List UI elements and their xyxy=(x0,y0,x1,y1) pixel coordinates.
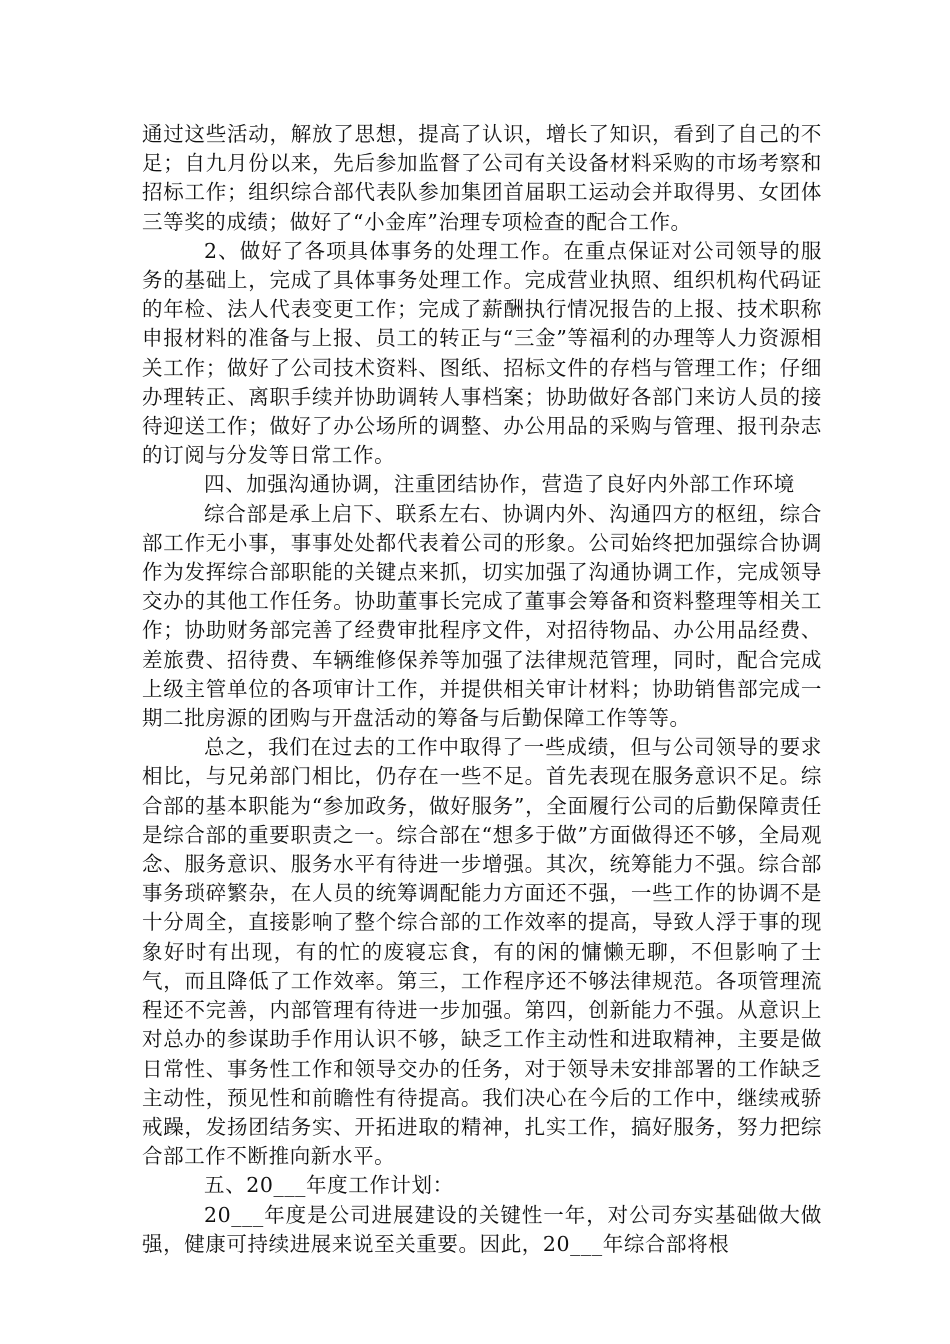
document-body xyxy=(142,120,822,1259)
paragraph: 总之，我们在过去的工作中取得了一些成绩，但与公司领导的要求相比，与兄弟部门相比，仍存在一些不足。首先表现在服务意识不足。综合部的基本职能为“参加政务，做好服务”，全面履行公司的后勤保障责任是综合部的重要职责之一。综合部在“想多于做”方面做得还不够，全局观念、服务意识、服务水平有待进一步增强。其次，统筹能力不强。综合部事务琐碎繁杂，在人员的统筹调配能力方面还不强，一些工作的协调不是十分周全，直接影响了整个综合部的工作效率的提高，导致人浮于事的现象好时有出现，有的忙的废寝忘食，有的闲的慵懒无聊，不但影响了士气，而且降低了工作效率。第三，工作程序还不够法律规范。各项管理流程还不完善，内部管理有待进一步加强。第四，创新能力不强。从意识上对总办的参谋助手作用认识不够，缺乏工作主动性和进取精神，主要是做日常性、事务性工作和领导交办的任务，对于领导未安排部署的工作缺乏主动性，预见性和前瞻性有待提高。我们决心在今后的工作中，继续戒骄戒躁，发扬团结务实、开拓进取的精神，扎实工作，搞好服务，努力把综合部工作不断推向新水平。 xyxy=(142,735,822,1169)
paragraph: 20___年度是公司进展建设的关键性一年，对公司夯实基础做大做强，健康可持续进展来说至关重要。因此，20___年综合部将根 xyxy=(142,1202,822,1256)
section-heading: 五、20___年度工作计划： xyxy=(204,1173,454,1198)
paragraph: 2、做好了各项具体事务的处理工作。在重点保证对公司领导的服务的基础上，完成了具体事务处理工作。完成营业执照、组织机构代码证的年检、法人代表变更工作；完成了薪酬执行情况报告的上报、技术职称申报材料的准备与上报、员工的转正与“三金”等福利的办理等人力资源相关工作；做好了公司技术资料、图纸、招标文件的存档与管理工作；仔细办理转正、离职手续并协助调转人事档案；协助做好各部门来访人员的接待迎送工作；做好了办公场所的调整、办公用品的采购与管理、报刊杂志的订阅与分发等日常工作。 xyxy=(142,238,822,468)
paragraph: 通过这些活动，解放了思想，提高了认识，增长了知识，看到了自己的不足；自九月份以来，先后参加监督了公司有关设备材料采购的市场考察和招标工作；组织综合部代表队参加集团首届职工运动会并取得男、女团体三等奖的成绩；做好了“小金库”治理专项检查的配合工作。 xyxy=(142,122,822,234)
section-heading: 四、加强沟通协调，注重团结协作，营造了良好内外部工作环境 xyxy=(204,472,795,497)
paragraph: 综合部是承上启下、联系左右、协调内外、沟通四方的枢纽，综合部工作无小事，事事处处都代表着公司的形象。公司始终把加强综合协调作为发挥综合部职能的关键点来抓，切实加强了沟通协调工作，完成领导交办的其他工作任务。协助董事长完成了董事会筹备和资料整理等相关工作；协助财务部完善了经费审批程序文件，对招待物品、办公用品经费、差旅费、招待费、车辆维修保养等加强了法律规范管理，同时，配合完成上级主管单位的各项审计工作，并提供相关审计材料；协助销售部完成一期二批房源的团购与开盘活动的筹备与后勤保障工作等等。 xyxy=(142,501,822,731)
